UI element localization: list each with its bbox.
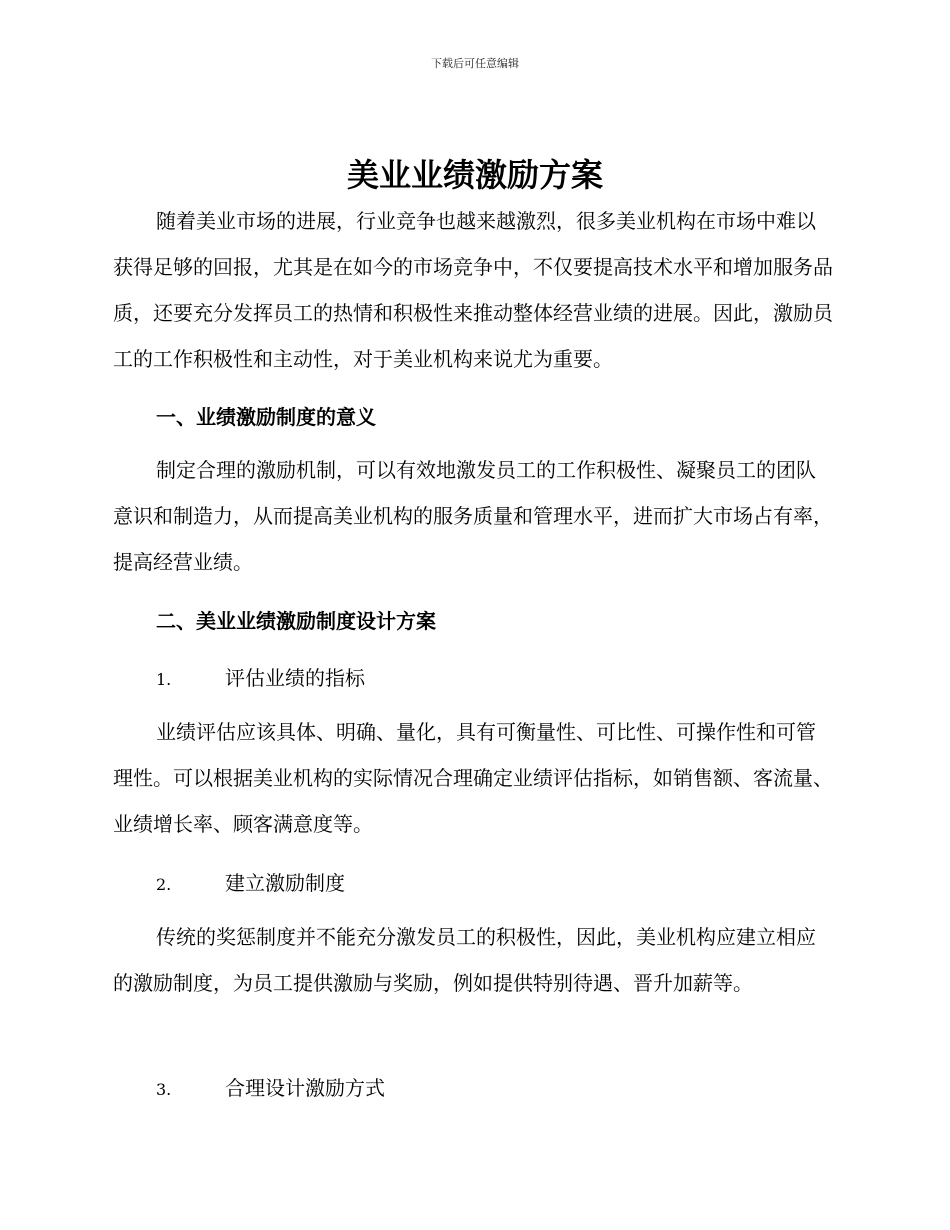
item-3-number: 3. xyxy=(156,1080,172,1099)
section-1-paragraph: 制定合理的激励机制，可以有效地激发员工的工作积极性、凝聚员工的团队意识和制造力，从而提高美业机构的服务质量和管理水平，进而扩大市场占有率，提高经营业绩。 xyxy=(113,458,833,574)
item-3-title: 合理设计激励方式 xyxy=(225,1076,385,1100)
section-1-heading: 一、业绩激励制度的意义 xyxy=(156,405,376,429)
item-1-title: 评估业绩的指标 xyxy=(225,666,365,690)
intro-paragraph: 随着美业市场的进展，行业竞争也越来越激烈，很多美业机构在市场中难以获得足够的回报，尤其是在如今的市场竞争中，不仅要提高技术水平和增加服务品质，还要充分发挥员工的热情和积极性来推动整体经营业绩的进展。因此，激励员工的工作积极性和主动性，对于美业机构来说尤为重要。 xyxy=(113,209,833,371)
item-2-title: 建立激励制度 xyxy=(225,871,345,895)
document-title: 美业业绩激励方案 xyxy=(346,156,603,194)
item-1-paragraph: 业绩评估应该具体、明确、量化，具有可衡量性、可比性、可操作性和可管理性。可以根据美业机构的实际情况合理确定业绩评估指标，如销售额、客流量、业绩增长率、顾客满意度等。 xyxy=(113,720,833,836)
page-header-note: 下载后可任意编辑 xyxy=(431,57,519,70)
item-1-number: 1. xyxy=(156,670,172,689)
section-2-heading: 二、美业业绩激励制度设计方案 xyxy=(156,609,436,633)
item-2-number: 2. xyxy=(156,875,172,894)
item-2-heading xyxy=(156,867,345,896)
item-3-heading xyxy=(156,1072,385,1101)
item-2-paragraph: 传统的奖惩制度并不能充分激发员工的积极性，因此，美业机构应建立相应的激励制度，为员工提供激励与奖励，例如提供特别待遇、晋升加薪等。 xyxy=(113,925,816,995)
item-1-heading xyxy=(156,662,365,691)
